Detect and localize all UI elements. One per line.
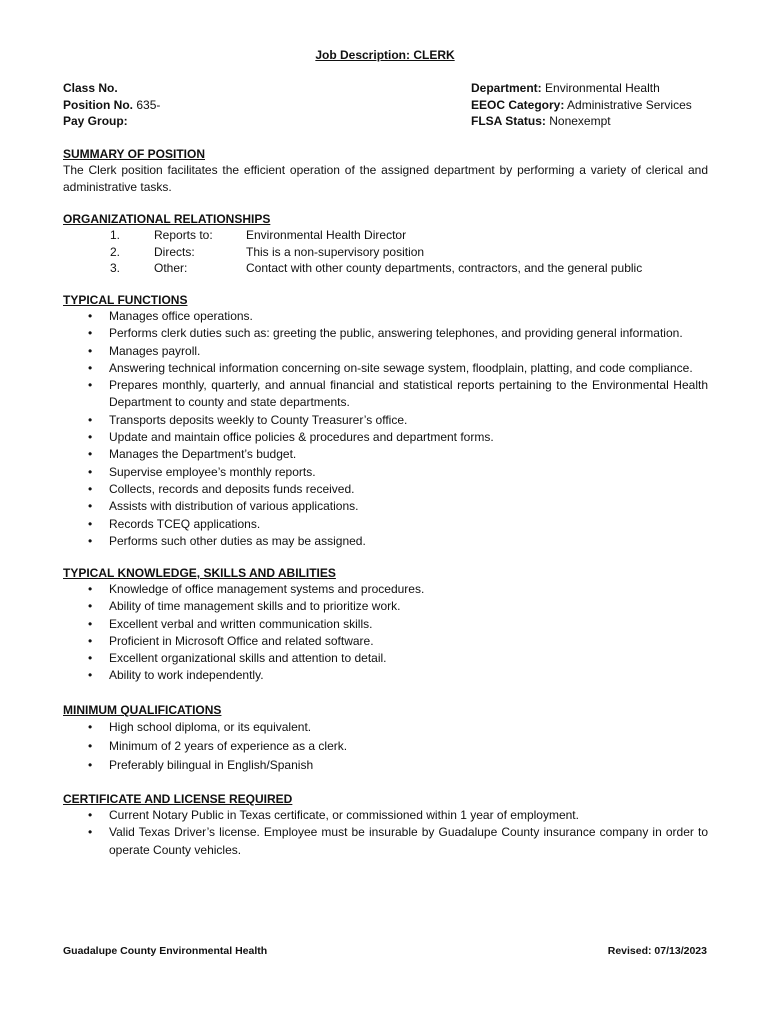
bullet-icon: • [88,447,93,462]
eeoc-category-row: EEOC Category: Administrative Services [471,97,692,112]
class-no-row: Class No. [63,81,118,95]
org-row: 1. Reports to: Environmental Health Director [110,228,407,242]
bullet-icon: • [88,599,93,614]
bullet-icon: • [88,360,93,375]
bullet-icon: • [88,378,93,393]
list-item: • Manages the Department’s budget. [63,446,708,463]
bullet-icon: • [88,758,93,772]
list-item: • Ability of time management skills and to prioritize work. [63,598,708,615]
org-row: 2. Directs: This is a non-supervisory position [110,244,425,259]
minimum-section [63,702,708,775]
functions-section [63,292,708,550]
bullet-icon: • [88,720,93,734]
bullet-icon: • [88,582,93,596]
meta-right [471,80,692,130]
list-item: • Supervise employee’s monthly reports. [63,464,708,481]
list-item: • Current Notary Public in Texas certificate, or commissioned within 1 year of employment. [63,807,708,824]
bullet-icon: • [88,430,93,445]
list-item: • Knowledge of office management systems and procedures. [63,581,708,598]
footer-revised-date: Revised: 07/13/2023 [607,945,707,957]
list-item: • Transports deposits weekly to County Treasurer’s office. [63,412,708,429]
bullet-icon: • [88,343,93,358]
list-item: • Records TCEQ applications. [63,516,708,533]
list-item: • Answering technical information concerning on-site sewage system, floodplain, platting, and code compliance. [63,360,708,377]
list-item: • Manages payroll. [63,343,708,360]
bullet-icon: • [88,739,93,753]
list-item: • Proficient in Microsoft Office and related software. [63,633,708,650]
summary-text: The Clerk position facilitates the efficient operation of the assigned department by performing a variety of clerical and administrative tasks. [63,163,708,194]
bullet-icon: • [88,309,93,323]
org-heading: ORGANIZATIONAL RELATIONSHIPS [63,212,271,226]
list-item: • Prepares monthly, quarterly, and annual financial and statistical reports pertaining to the Environmental Health Department to county and state departments. [88,378,708,410]
minimum-heading: MINIMUM QUALIFICATIONS [63,703,222,717]
list-item: • Excellent organizational skills and attention to detail. [63,650,708,667]
flsa-status-row: FLSA Status: Nonexempt [471,114,611,128]
list-item: • Manages office operations. [63,308,708,325]
bullet-icon: • [88,668,93,683]
list-item: • Assists with distribution of various applications. [63,498,708,515]
department-row: Department: Environmental Health [471,81,660,95]
certificate-list [63,807,708,859]
bullet-icon: • [88,633,93,648]
functions-list [63,308,708,550]
list-item: • Performs clerk duties such as: greeting the public, answering telephones, and providing general information. [63,325,708,342]
summary-section [63,146,708,195]
bullet-icon: • [88,616,93,631]
list-item: • Excellent verbal and written communication skills. [63,616,708,633]
bullet-icon: • [88,481,93,496]
org-section [63,211,708,277]
list-item: • Performs such other duties as may be assigned. [63,533,708,550]
list-item: • Minimum of 2 years of experience as a clerk. [63,737,708,756]
bullet-icon: • [88,533,93,548]
pay-group-row: Pay Group: [63,114,128,128]
summary-heading: SUMMARY OF POSITION [63,147,206,161]
minimum-list [63,718,708,775]
position-no-row: Position No. 635- [63,97,161,112]
bullet-icon: • [88,326,93,341]
bullet-icon: • [88,516,93,531]
meta-left [63,80,160,130]
bullet-icon: • [88,825,93,840]
footer-organization: Guadalupe County Environmental Health [63,945,268,957]
bullet-icon: • [88,651,93,666]
org-row: 3. Other: Contact with other county departments, contractors, and the general public [110,261,643,275]
ksa-list [63,581,708,685]
list-item: • High school diploma, or its equivalent. [63,718,708,737]
list-item: • Preferably bilingual in English/Spanish [63,756,708,775]
bullet-icon: • [88,464,93,479]
functions-heading: TYPICAL FUNCTIONS [63,293,188,307]
certificate-heading: CERTIFICATE AND LICENSE REQUIRED [63,792,293,806]
list-item: • Update and maintain office policies & procedures and department forms. [63,429,708,446]
list-item: • Collects, records and deposits funds received. [63,481,708,498]
bullet-icon: • [88,412,93,427]
list-item: • Valid Texas Driver’s license. Employee must be insurable by Guadalupe County insurance company in order to operate County vehicles. [88,825,708,857]
document-title: Job Description: CLERK [315,48,455,62]
list-item: • Ability to work independently. [63,667,708,684]
certificate-section [63,791,708,859]
bullet-icon: • [88,499,93,514]
ksa-heading: TYPICAL KNOWLEDGE, SKILLS AND ABILITIES [63,566,336,580]
bullet-icon: • [88,808,93,822]
ksa-section [63,565,708,685]
